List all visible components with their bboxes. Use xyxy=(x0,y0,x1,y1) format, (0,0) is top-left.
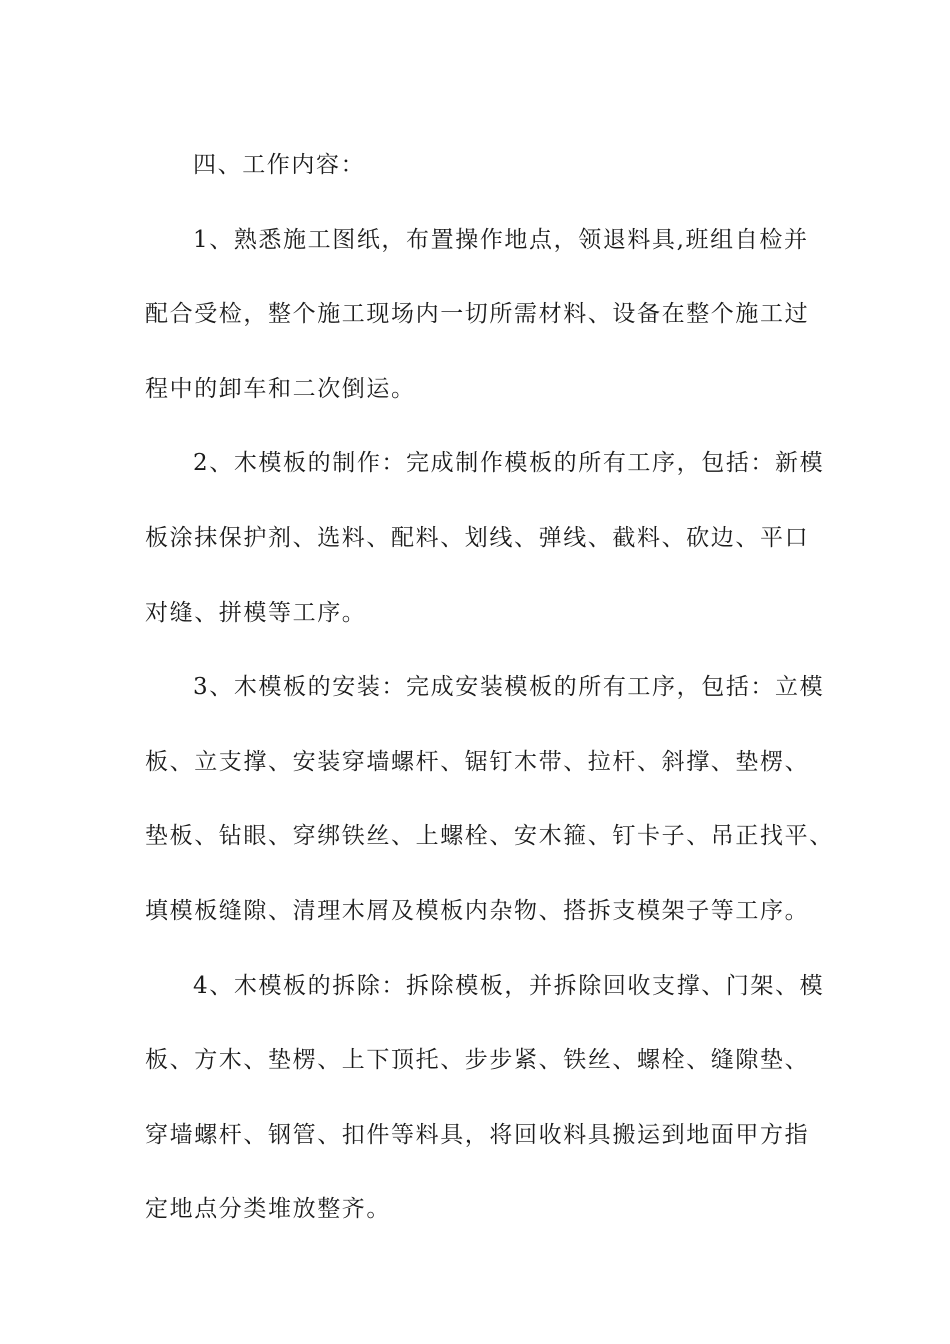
paragraph-4-line-1: 4、木模板的拆除：拆除模板，并拆除回收支撑、门架、模 xyxy=(193,972,825,999)
paragraph-2-line-1: 2、木模板的制作：完成制作模板的所有工序，包括：新模 xyxy=(193,450,825,477)
paragraph-1-line-2: 配合受检，整个施工现场内一切所需材料、设备在整个施工过 xyxy=(145,301,810,328)
paragraph-1-line-3: 程中的卸车和二次倒运。 xyxy=(145,375,416,402)
section-heading: 四、工作内容： xyxy=(193,152,366,178)
paragraph-3-line-4: 填模板缝隙、清理木屑及模板内杂物、搭拆支模架子等工序。 xyxy=(145,897,810,924)
document-body xyxy=(145,128,834,1247)
paragraph-3-line-3: 垫板、钻眼、穿绑铁丝、上螺栓、安木箍、钉卡子、吊正找平、 xyxy=(145,823,834,850)
paragraph-2-line-3: 对缝、拼模等工序。 xyxy=(145,599,367,626)
paragraph-4-line-3: 穿墙螺杆、钢管、扣件等料具，将回收料具搬运到地面甲方指 xyxy=(145,1121,810,1148)
paragraph-3-line-1: 3、木模板的安装：完成安装模板的所有工序，包括：立模 xyxy=(193,674,825,701)
paragraph-1-line-1: 1、熟悉施工图纸，布置操作地点，领退料具,班组自检并 xyxy=(193,226,809,253)
paragraph-4-line-4: 定地点分类堆放整齐。 xyxy=(145,1196,391,1223)
paragraph-2-line-2: 板涂抹保护剂、选料、配料、划线、弹线、截料、砍边、平口 xyxy=(145,524,810,551)
paragraph-3-line-2: 板、立支撑、安装穿墙螺杆、锯钉木带、拉杆、斜撑、垫楞、 xyxy=(145,748,810,775)
paragraph-4-line-2: 板、方木、垫楞、上下顶托、步步紧、铁丝、螺栓、缝隙垫、 xyxy=(145,1047,810,1074)
